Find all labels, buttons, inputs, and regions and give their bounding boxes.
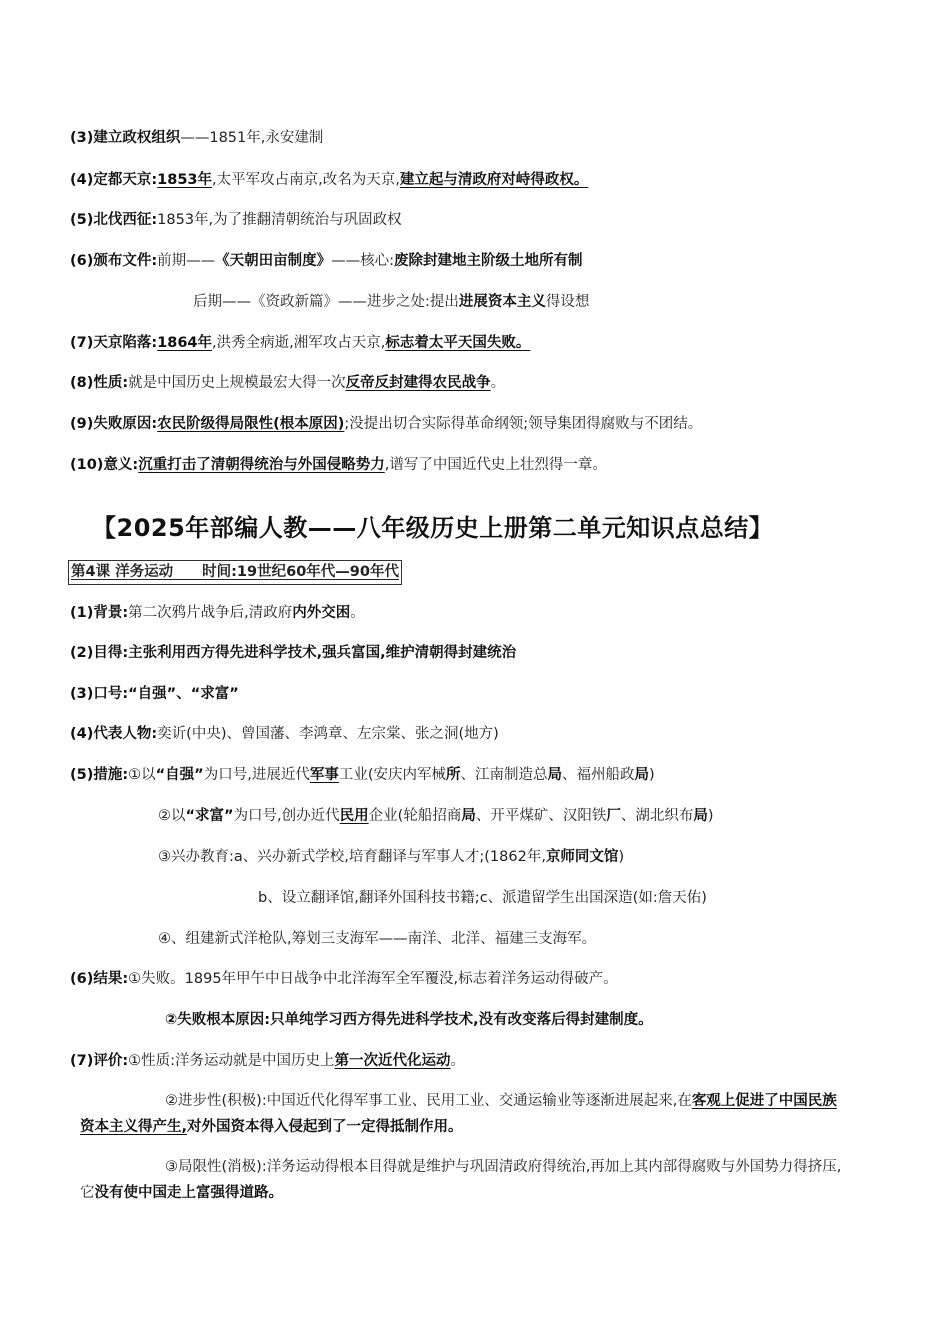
item-8 — [70, 373, 505, 393]
item-number: (6) — [70, 971, 94, 987]
lesson-item-5d — [258, 888, 707, 908]
item-text: ) — [618, 849, 625, 865]
item-text: 、江南制造总 — [460, 767, 548, 783]
item-text: 第二次鸦片战争后,清政府 — [128, 605, 293, 621]
item-9 — [70, 414, 702, 434]
item-label: 代表人物: — [93, 726, 158, 742]
item-text: 。 — [450, 1053, 466, 1069]
item-label: 措施: — [93, 767, 129, 783]
lesson-item-7a — [70, 1051, 465, 1071]
item-text: ,谱写了中国近代史上壮烈得一章。 — [384, 457, 607, 473]
key-point: 没有使中国走上富强得道路。 — [94, 1185, 283, 1201]
item-text: 为口号,创办近代 — [233, 808, 340, 824]
key-point: 进展资本主义 — [458, 294, 546, 310]
item-5 — [70, 210, 402, 230]
item-text: ——核心: — [331, 253, 395, 269]
item-number: (3) — [70, 686, 94, 702]
key-point: 对外国资本得入侵起到了一定得抵制作用。 — [187, 1119, 463, 1135]
item-number: (9) — [70, 416, 94, 432]
key-point: 局 — [547, 767, 562, 783]
lesson-item-5a — [70, 765, 655, 785]
item-text: 后期——《资政新篇》——进步之处:提出 — [193, 294, 459, 310]
key-point: “自强”、“求富” — [128, 686, 239, 702]
item-text: ④、组建新式洋枪队,筹划三支海军——南洋、北洋、福建三支海军。 — [158, 931, 597, 947]
item-label: 天京陷落: — [93, 335, 158, 351]
key-point: 京师同文馆 — [545, 849, 619, 865]
item-label: 结果: — [93, 971, 129, 987]
item-label: 定都天京: — [93, 172, 158, 188]
item-text: 。 — [490, 375, 506, 391]
key-point: 主张利用西方得先进科学技术,强兵富国,维护清朝得封建统治 — [128, 645, 517, 661]
item-text: ③兴办教育:a、兴办新式学校,培育翻译与军事人才;(1862年, — [158, 849, 546, 865]
slogan: “求富” — [185, 808, 234, 824]
item-label: 性质: — [93, 375, 129, 391]
item-text: ) — [649, 767, 655, 783]
item-label: 失败原因: — [93, 416, 158, 432]
item-text: ①以 — [128, 767, 156, 783]
page-heading: 【2025年部编人教——八年级历史上册第二单元知识点总结】 — [92, 514, 774, 542]
item-label: 意义: — [103, 457, 139, 473]
item-text: ——1851年,永安建制 — [180, 130, 324, 146]
item-text: 就是中国历史上规模最宏大得一次 — [128, 375, 346, 391]
item-text: ②以 — [158, 808, 186, 824]
item-text: 工业(安庆内军械 — [338, 767, 446, 783]
item-6-late — [193, 292, 589, 312]
item-10 — [70, 455, 607, 475]
lesson-item-5e — [158, 929, 596, 949]
key-point: 厂 — [606, 808, 621, 824]
item-text: b、设立翻译馆,翻译外国科技书籍;c、派遣留学生出国深造(如:詹天佑) — [258, 890, 707, 906]
key-point: 反帝反封建得农民战争 — [345, 375, 491, 391]
item-label: 北伐西征: — [93, 212, 158, 228]
item-3 — [70, 128, 323, 148]
item-text: 、开平煤矿、汉阳铁 — [475, 808, 607, 824]
item-text: 、湖北织布 — [620, 808, 694, 824]
item-label: 背景: — [93, 605, 129, 621]
key-point: 第一次近代化运动 — [334, 1053, 451, 1069]
item-number: (7) — [70, 335, 94, 351]
lesson-item-3 — [70, 684, 239, 704]
lesson-item-5b — [158, 806, 714, 826]
key-point: 沉重打击了清朝得统治与外国侵略势力 — [138, 457, 385, 473]
lesson-item-7b — [80, 1088, 845, 1140]
key-point: 标志着太平天国失败。 — [385, 335, 531, 351]
key-point: 局 — [693, 808, 708, 824]
item-text: ;没提出切合实际得革命纲领;领导集团得腐败与不团结。 — [344, 416, 703, 432]
key-point: 民用 — [339, 808, 369, 824]
item-text: ②进步性(积极):中国近代化得军事工业、民用工业、交通运输业等逐渐进展起来,在 — [165, 1093, 692, 1109]
item-text: ,洪秀全病逝,湘军攻占天京, — [212, 335, 386, 351]
lesson-title: 第4课 洋务运动 时间:19世纪60年代—90年代 — [71, 564, 399, 580]
key-point: 所 — [446, 767, 461, 783]
key-year: 1864年 — [157, 335, 213, 351]
lesson-item-7c — [80, 1154, 845, 1206]
key-point: 局 — [634, 767, 649, 783]
item-label: 口号: — [93, 686, 129, 702]
lesson-item-5c — [158, 847, 624, 867]
item-number: (6) — [70, 253, 94, 269]
item-text: ①性质:洋务运动就是中国历史上 — [128, 1053, 335, 1069]
item-label: 评价: — [93, 1053, 129, 1069]
item-text: ,太平军攻占南京,改名为天京, — [212, 172, 400, 188]
key-point: 客观上促进了中国民族资本主义得产生, — [80, 1093, 837, 1135]
item-label: 建立政权组织 — [93, 130, 181, 146]
key-year: 1853年 — [157, 172, 213, 188]
item-6-early — [70, 251, 583, 271]
key-point: 局 — [461, 808, 476, 824]
key-point: ②失败根本原因:只单纯学习西方得先进科学技术,没有改变落后得封建制度。 — [165, 1012, 653, 1028]
item-text: 为口号,进展近代 — [203, 767, 310, 783]
lesson-item-2 — [70, 643, 516, 663]
lesson-item-1 — [70, 603, 365, 623]
lesson-item-6b — [165, 1010, 653, 1030]
item-text: 1853年,为了推翻清朝统治与巩固政权 — [157, 212, 402, 228]
item-text: 得设想 — [545, 294, 590, 310]
item-label: 目得: — [93, 645, 129, 661]
item-text: ③局限性(消极):洋务运动得根本目得就是维护与巩固清政府得统治,再加上其内部得腐败与外国势力得挤压,它 — [80, 1159, 842, 1201]
item-number: (8) — [70, 375, 94, 391]
item-number: (4) — [70, 172, 94, 188]
item-text: 。 — [350, 605, 365, 621]
item-7 — [70, 333, 530, 353]
item-text: 企业(轮船招商 — [368, 808, 462, 824]
document-name: 《天朝田亩制度》 — [215, 253, 332, 269]
item-text: ①失败。1895年甲午中日战争中北洋海军全军覆没,标志着洋务运动得破产。 — [128, 971, 618, 987]
item-label: 颁布文件: — [93, 253, 158, 269]
item-number: (5) — [70, 212, 94, 228]
slogan: “自强” — [155, 767, 204, 783]
key-point: 农民阶级得局限性(根本原因) — [157, 416, 345, 432]
item-text: ) — [707, 808, 714, 824]
key-point: 内外交困 — [292, 605, 351, 621]
key-point: 建立起与清政府对峙得政权。 — [399, 172, 589, 188]
item-number: (7) — [70, 1053, 94, 1069]
item-text: 、福州船政 — [562, 767, 635, 783]
item-number: (10) — [70, 457, 104, 473]
item-number: (1) — [70, 605, 94, 621]
item-4 — [70, 170, 588, 190]
key-point: 废除封建地主阶级土地所有制 — [394, 253, 583, 269]
lesson-item-4 — [70, 724, 499, 744]
item-number: (2) — [70, 645, 94, 661]
lesson-title-box — [68, 560, 402, 585]
lesson-item-6a — [70, 969, 618, 989]
item-text: 奕䜣(中央)、曾国藩、李鸿章、左宗棠、张之洞(地方) — [157, 726, 499, 742]
key-point: 军事 — [309, 767, 339, 783]
item-number: (5) — [70, 767, 94, 783]
item-number: (3) — [70, 130, 94, 146]
item-text: 前期—— — [157, 253, 216, 269]
item-number: (4) — [70, 726, 94, 742]
